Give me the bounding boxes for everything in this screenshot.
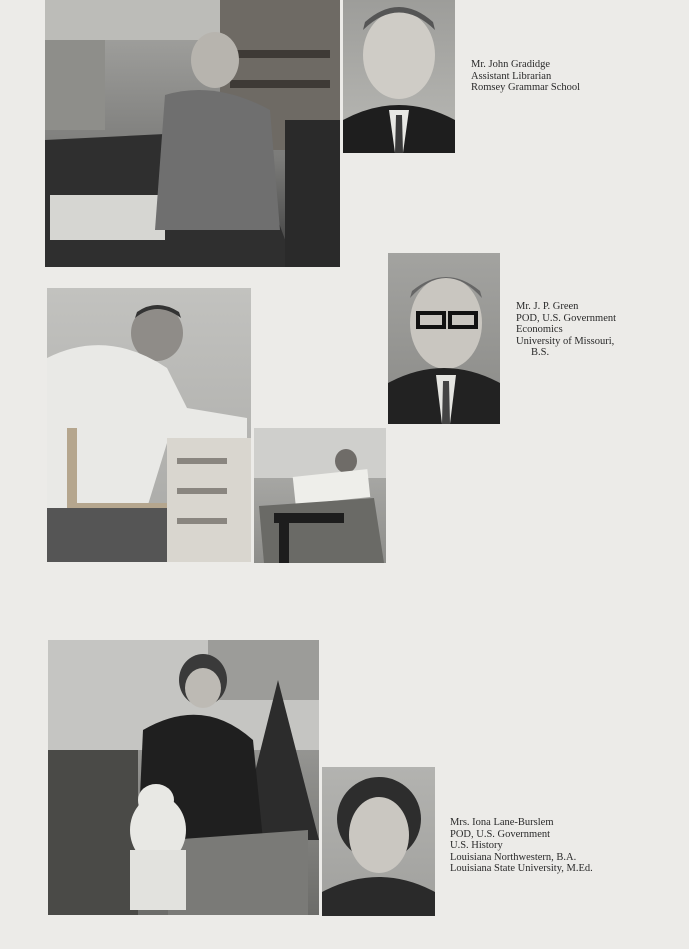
caption-line: B.S. <box>531 347 550 358</box>
portrait-lane-burslem <box>322 767 435 916</box>
caption-name: Mr. John Gradidge <box>471 59 551 70</box>
portrait-gradidge <box>343 0 455 153</box>
caption-green <box>516 301 616 359</box>
caption-name: Mr. J. P. Green <box>516 301 579 312</box>
caption-lane-burslem <box>450 817 593 875</box>
caption-gradidge <box>471 59 580 94</box>
caption-line: POD, U.S. Government <box>450 828 551 840</box>
caption-line: Louisiana Northwestern, B.A. <box>450 851 577 863</box>
caption-line: Economics <box>516 324 563 335</box>
caption-line: Assistant Librarian <box>471 70 552 82</box>
caption-line: Louisiana State University, M.Ed. <box>450 863 593 874</box>
caption-line: U.S. History <box>450 840 503 851</box>
portrait-green <box>388 253 500 424</box>
photo-lane-burslem-with-dog <box>48 640 319 915</box>
photo-green-writing <box>47 288 251 562</box>
caption-name: Mrs. Iona Lane-Burslem <box>450 817 554 828</box>
caption-line: University of Missouri, <box>516 335 615 347</box>
caption-line: POD, U.S. Government <box>516 312 617 324</box>
photo-gradidge-at-desk <box>45 0 340 267</box>
photo-green-reading <box>254 428 386 563</box>
caption-line: Romsey Grammar School <box>471 82 581 93</box>
